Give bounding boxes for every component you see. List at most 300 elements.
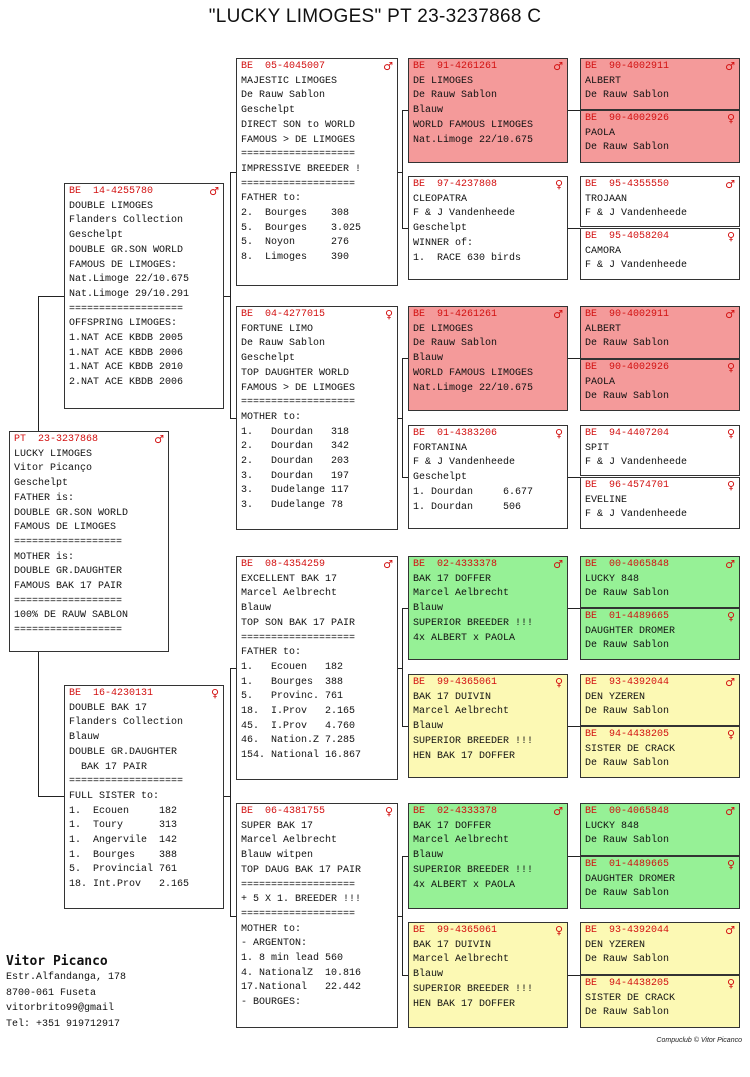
connector-line: [38, 296, 39, 431]
female-symbol-icon: ♀: [554, 178, 563, 191]
ring-number: BE 02-4333378: [413, 559, 498, 570]
pigeon-info-line: 5. Provinc. 761: [241, 691, 344, 703]
pigeon-info-line: Blauw: [241, 603, 272, 615]
pigeon-info-line: 1. Toury 313: [69, 820, 178, 832]
female-symbol-icon: ♀: [554, 924, 563, 937]
pigeon-info-line: MOTHER is:: [14, 551, 75, 563]
pigeon-info-line: 3. Dourdan 197: [241, 470, 350, 482]
connector-line: [38, 296, 64, 297]
female-symbol-icon: ♀: [726, 479, 735, 492]
pigeon-info-line: De Rauw Sablon: [585, 588, 670, 600]
male-symbol-icon: ♂: [725, 805, 735, 818]
pigeon-info-line: 4. NationalZ 10.816: [241, 967, 362, 979]
pigeon-card: [64, 183, 224, 409]
pigeon-info-line: TROJAAN: [585, 193, 628, 205]
pigeon-info-line: PAOLA: [585, 376, 616, 388]
pigeon-info-line: ===================: [241, 879, 356, 891]
pigeon-ring-header: [585, 805, 735, 820]
pigeon-ring-header: [413, 924, 563, 939]
pigeon-info-line: FATHER to:: [241, 647, 302, 659]
ring-number: BE 02-4333378: [413, 806, 498, 817]
pigeon-card: [580, 58, 740, 110]
male-symbol-icon: ♂: [154, 433, 164, 446]
pigeon-info-line: Blauw: [413, 721, 444, 733]
pigeon-ring-header: [585, 610, 735, 625]
pigeon-card: [408, 306, 568, 411]
pigeon-ring-header: [585, 60, 735, 75]
ring-number: BE 90-4002926: [585, 362, 670, 373]
connector-line: [230, 172, 231, 418]
connector-line: [402, 856, 403, 975]
pigeon-info-line: Blauw: [413, 353, 444, 365]
female-symbol-icon: ♀: [726, 361, 735, 374]
pigeon-ring-header: [585, 112, 735, 127]
pigeon-info-line: 100% DE RAUW SABLON: [14, 610, 129, 622]
pigeon-info-line: IMPRESSIVE BREEDER !: [241, 163, 362, 175]
pigeon-info-line: FAMOUS > DE LIMOGES: [241, 382, 356, 394]
pigeon-info-line: TOP DAUGHTER WORLD: [241, 367, 350, 379]
pigeon-card: [580, 425, 740, 476]
pigeon-info-line: BAK 17 DUIVIN: [413, 939, 492, 951]
pigeon-ring-header: [585, 178, 735, 193]
breeder-email: vitorbrito99@gmail: [6, 1003, 115, 1014]
pigeon-info-line: SISTER DE CRACK: [585, 992, 676, 1004]
pigeon-info-line: F & J Vandenheede: [585, 208, 688, 220]
ring-number: BE 93-4392044: [585, 925, 670, 936]
pigeon-info-line: ALBERT: [585, 75, 622, 87]
pigeon-info-line: 46. Nation.Z 7.285: [241, 735, 356, 747]
breeder-contact: [6, 953, 126, 1032]
ring-number: BE 16-4230131: [69, 688, 154, 699]
pigeon-info-line: De Rauw Sablon: [241, 90, 326, 102]
pigeon-info-line: 5. Bourges 3.025: [241, 222, 362, 234]
pigeon-ring-header: [413, 805, 563, 820]
pigeon-info-line: ==================: [14, 625, 123, 637]
pigeon-info-line: ===================: [241, 149, 356, 161]
pigeon-info-line: DAUGHTER DROMER: [585, 873, 676, 885]
pigeon-card: [580, 726, 740, 778]
pigeon-card: [580, 674, 740, 726]
pigeon-info-line: De Rauw Sablon: [413, 338, 498, 350]
pedigree-title: "LUCKY LIMOGES" PT 23-3237868 C: [208, 6, 542, 27]
pigeon-info-line: 45. I.Prov 4.760: [241, 720, 356, 732]
female-symbol-icon: ♀: [726, 230, 735, 243]
pigeon-info-line: DOUBLE GR.DAUGHTER: [69, 746, 178, 758]
pigeon-info-line: 1. Dourdan 318: [241, 426, 350, 438]
pigeon-info-line: 1. Dourdan 6.677: [413, 486, 534, 498]
pigeon-info-line: ===================: [241, 908, 356, 920]
connector-line: [402, 110, 403, 228]
pigeon-ring-header: [14, 433, 164, 448]
male-symbol-icon: ♂: [383, 60, 393, 73]
pigeon-info-line: De Rauw Sablon: [585, 142, 670, 154]
connector-line: [38, 796, 64, 797]
pigeon-info-line: DIRECT SON to WORLD: [241, 119, 356, 131]
pigeon-info-line: Vitor Picanço: [14, 463, 93, 475]
pigeon-info-line: 2. Bourges 308: [241, 208, 350, 220]
pigeon-info-line: ALBERT: [585, 323, 622, 335]
pigeon-info-line: De Rauw Sablon: [241, 338, 326, 350]
pigeon-info-line: HEN BAK 17 DOFFER: [413, 998, 516, 1010]
female-symbol-icon: ♀: [726, 112, 735, 125]
pigeon-ring-header: [241, 308, 393, 323]
pigeon-info-line: LUCKY 848: [585, 820, 640, 832]
male-symbol-icon: ♂: [725, 308, 735, 321]
pigeon-card: [580, 477, 740, 529]
pigeon-card: [408, 58, 568, 163]
pigeon-info-line: ===================: [241, 397, 356, 409]
pigeon-info-line: EXCELLENT BAK 17: [241, 573, 338, 585]
pigeon-info-line: 2. Dourdan 203: [241, 456, 350, 468]
pigeon-info-line: 5. Provincial 761: [69, 864, 178, 876]
female-symbol-icon: ♀: [210, 687, 219, 700]
breeder-phone: Tel: +351 919712917: [6, 1018, 121, 1030]
pigeon-info-line: MOTHER to:: [241, 923, 302, 935]
connector-line: [402, 358, 403, 477]
pigeon-info-line: F & J Vandenheede: [413, 457, 516, 469]
pigeon-info-line: TOP SON BAK 17 PAIR: [241, 617, 356, 629]
connector-line: [568, 608, 580, 609]
ring-number: BE 94-4407204: [585, 428, 670, 439]
female-symbol-icon: ♀: [384, 805, 393, 818]
ring-number: PT 23-3237868: [14, 434, 99, 445]
pigeon-info-line: Nat.Limoge 22/10.675: [413, 134, 534, 146]
female-symbol-icon: ♀: [384, 308, 393, 321]
pigeon-card: [236, 306, 398, 530]
pigeon-info-line: De Rauw Sablon: [413, 90, 498, 102]
pigeon-info-line: ===================: [241, 632, 356, 644]
pigeon-info-line: 5. Noyon 276: [241, 237, 350, 249]
pigeon-ring-header: [585, 728, 735, 743]
ring-number: BE 99-4365061: [413, 925, 498, 936]
pigeon-info-line: De Rauw Sablon: [585, 391, 670, 403]
pigeon-ring-header: [413, 676, 563, 691]
ring-number: BE 00-4065848: [585, 806, 670, 817]
pigeon-info-line: TOP DAUG BAK 17 PAIR: [241, 864, 362, 876]
pigeon-info-line: ==================: [14, 595, 123, 607]
pigeon-info-line: 1. Ecouen 182: [241, 661, 344, 673]
pigeon-info-line: Blauw: [413, 105, 444, 117]
female-symbol-icon: ♀: [726, 427, 735, 440]
pigeon-card: [580, 228, 740, 280]
connector-line: [568, 975, 580, 976]
pigeon-ring-header: [585, 676, 735, 691]
pigeon-info-line: 18. I.Prov 2.165: [241, 706, 356, 718]
ring-number: BE 04-4277015: [241, 309, 326, 320]
ring-number: BE 91-4261261: [413, 61, 498, 72]
pigeon-card: [408, 803, 568, 909]
pigeon-ring-header: [413, 60, 563, 75]
male-symbol-icon: ♂: [725, 60, 735, 73]
female-symbol-icon: ♀: [726, 858, 735, 871]
male-symbol-icon: ♂: [553, 805, 563, 818]
male-symbol-icon: ♂: [383, 558, 393, 571]
pigeon-info-line: De Rauw Sablon: [585, 758, 670, 770]
ring-number: BE 01-4489665: [585, 611, 670, 622]
pigeon-info-line: Geschelpt: [241, 353, 296, 365]
pigeon-info-line: DAUGHTER DROMER: [585, 625, 676, 637]
pigeon-info-line: Marcel Aelbrecht: [241, 835, 338, 847]
male-symbol-icon: ♂: [725, 924, 735, 937]
pigeon-info-line: DEN YZEREN: [585, 691, 646, 703]
pigeon-info-line: CLEOPATRA: [413, 193, 468, 205]
pigeon-info-line: 1. Dourdan 506: [413, 501, 522, 513]
pigeon-info-line: Flanders Collection: [69, 717, 184, 729]
pigeon-info-line: De Rauw Sablon: [585, 835, 670, 847]
pigeon-info-line: Geschelpt: [14, 478, 69, 490]
pigeon-info-line: 1.NAT ACE KBDB 2010: [69, 362, 184, 374]
pigeon-card: [580, 803, 740, 856]
pigeon-info-line: WINNER of:: [413, 237, 474, 249]
pigeon-info-line: FATHER is:: [14, 492, 75, 504]
pigeon-info-line: FORTUNE LIMO: [241, 323, 314, 335]
pigeon-card: [236, 556, 398, 780]
pigeon-info-line: Geschelpt: [241, 105, 296, 117]
ring-number: BE 14-4255780: [69, 186, 154, 197]
pigeon-info-line: ===================: [241, 178, 356, 190]
pigeon-info-line: 4x ALBERT x PAOLA: [413, 632, 516, 644]
pigeon-info-line: Marcel Aelbrecht: [413, 588, 510, 600]
pigeon-info-line: ===================: [69, 776, 184, 788]
pigeon-card: [236, 803, 398, 1028]
pigeon-info-line: De Rauw Sablon: [585, 90, 670, 102]
connector-line: [568, 228, 580, 229]
pigeon-info-line: 17.National 22.442: [241, 982, 362, 994]
pigeon-info-line: SUPER BAK 17: [241, 820, 314, 832]
pigeon-info-line: De Rauw Sablon: [585, 338, 670, 350]
pigeon-info-line: LUCKY 848: [585, 573, 640, 585]
pigeon-info-line: 3. Dudelange 78: [241, 500, 344, 512]
pigeon-ring-header: [241, 558, 393, 573]
pigeon-info-line: 4x ALBERT x PAOLA: [413, 879, 516, 891]
pigeon-info-line: Blauw: [413, 603, 444, 615]
pigeon-card: [9, 431, 169, 652]
pigeon-info-line: F & J Vandenheede: [585, 457, 688, 469]
ring-number: BE 93-4392044: [585, 677, 670, 688]
ring-number: BE 95-4058204: [585, 231, 670, 242]
pigeon-ring-header: [585, 858, 735, 873]
pigeon-info-line: Marcel Aelbrecht: [241, 588, 338, 600]
pigeon-info-line: DOUBLE LIMOGES: [69, 200, 154, 212]
ring-number: BE 00-4065848: [585, 559, 670, 570]
pigeon-info-line: SISTER DE CRACK: [585, 743, 676, 755]
pigeon-ring-header: [585, 924, 735, 939]
pigeon-info-line: BAK 17 DOFFER: [413, 820, 492, 832]
pigeon-info-line: DE LIMOGES: [413, 75, 474, 87]
pigeon-info-line: De Rauw Sablon: [585, 954, 670, 966]
pigeon-info-line: 2.NAT ACE KBDB 2006: [69, 377, 184, 389]
ring-number: BE 95-4355550: [585, 179, 670, 190]
male-symbol-icon: ♂: [553, 308, 563, 321]
pigeon-ring-header: [413, 427, 563, 442]
ring-number: BE 90-4002911: [585, 309, 670, 320]
pigeon-card: [408, 556, 568, 660]
pigeon-info-line: Geschelpt: [413, 472, 468, 484]
pigeon-info-line: DOUBLE GR.SON WORLD: [14, 507, 129, 519]
pigeon-info-line: F & J Vandenheede: [585, 509, 688, 521]
pigeon-card: [580, 856, 740, 909]
pigeon-info-line: + 5 X 1. BREEDER !!!: [241, 894, 362, 906]
pigeon-info-line: FAMOUS BAK 17 PAIR: [14, 581, 123, 593]
pigeon-card: [408, 425, 568, 529]
ring-number: BE 97-4237808: [413, 179, 498, 190]
pigeon-info-line: HEN BAK 17 DOFFER: [413, 750, 516, 762]
pigeon-ring-header: [413, 178, 563, 193]
pigeon-info-line: ==================: [14, 536, 123, 548]
pigeon-info-line: BAK 17 DUIVIN: [413, 691, 492, 703]
pigeon-info-line: BAK 17 DOFFER: [413, 573, 492, 585]
male-symbol-icon: ♂: [725, 178, 735, 191]
pigeon-info-line: DE LIMOGES: [413, 323, 474, 335]
pigeon-card: [408, 674, 568, 778]
pigeon-card: [580, 359, 740, 411]
connector-line: [568, 358, 580, 359]
ring-number: BE 06-4381755: [241, 806, 326, 817]
pigeon-info-line: Marcel Aelbrecht: [413, 835, 510, 847]
pigeon-info-line: 2. Dourdan 342: [241, 441, 350, 453]
pigeon-info-line: FAMOUS DE LIMOGES:: [69, 259, 178, 271]
pigeon-info-line: PAOLA: [585, 127, 616, 139]
pigeon-info-line: 1.NAT ACE KBDB 2005: [69, 333, 184, 345]
pigeon-card: [580, 176, 740, 227]
male-symbol-icon: ♂: [553, 558, 563, 571]
pigeon-card: [580, 110, 740, 163]
ring-number: BE 01-4489665: [585, 859, 670, 870]
pigeon-card: [580, 608, 740, 660]
pigeon-info-line: DEN YZEREN: [585, 939, 646, 951]
ring-number: BE 05-4045007: [241, 61, 326, 72]
pigeon-info-line: Marcel Aelbrecht: [413, 706, 510, 718]
pigeon-info-line: Nat.Limoge 22/10.675: [69, 274, 190, 286]
pigeon-info-line: DOUBLE GR.DAUGHTER: [14, 566, 123, 578]
pigeon-info-line: F & J Vandenheede: [585, 260, 688, 272]
pigeon-info-line: CAMORA: [585, 245, 622, 257]
pigeon-info-line: WORLD FAMOUS LIMOGES: [413, 119, 534, 131]
ring-number: BE 91-4261261: [413, 309, 498, 320]
pigeon-card: [408, 922, 568, 1028]
pigeon-info-line: Blauw: [413, 969, 444, 981]
connector-line: [402, 608, 403, 726]
pigeon-info-line: De Rauw Sablon: [585, 640, 670, 652]
pigeon-info-line: 1. RACE 630 birds: [413, 252, 522, 264]
pigeon-ring-header: [585, 558, 735, 573]
female-symbol-icon: ♀: [726, 977, 735, 990]
pigeon-info-line: 1. 8 min lead 560: [241, 953, 344, 965]
pigeon-info-line: Geschelpt: [69, 230, 124, 242]
pigeon-info-line: SUPERIOR BREEDER !!!: [413, 735, 534, 747]
pigeon-info-line: SPIT: [585, 442, 610, 454]
breeder-address: Estr.Alfandanga, 178: [6, 972, 127, 983]
pigeon-info-line: MAJESTIC LIMOGES: [241, 75, 338, 87]
pigeon-info-line: De Rauw Sablon: [585, 888, 670, 900]
male-symbol-icon: ♂: [209, 185, 219, 198]
pigeon-info-line: - ARGENTON:: [241, 938, 308, 950]
pigeon-info-line: 8. Limoges 390: [241, 252, 350, 264]
female-symbol-icon: ♀: [726, 610, 735, 623]
pigeon-info-line: Flanders Collection: [69, 215, 184, 227]
pigeon-info-line: SUPERIOR BREEDER !!!: [413, 983, 534, 995]
pigeon-info-line: 1. Bourges 388: [241, 676, 344, 688]
ring-number: BE 90-4002926: [585, 113, 670, 124]
ring-number: BE 90-4002911: [585, 61, 670, 72]
pigeon-ring-header: [69, 185, 219, 200]
breeder-city: 8700-061 Fuseta: [6, 987, 97, 999]
ring-number: BE 94-4438205: [585, 729, 670, 740]
pigeon-card: [408, 176, 568, 280]
pigeon-ring-header: [241, 805, 393, 820]
pigeon-ring-header: [585, 361, 735, 376]
pigeon-ring-header: [585, 977, 735, 992]
ring-number: BE 99-4365061: [413, 677, 498, 688]
pigeon-info-line: ===================: [69, 303, 184, 315]
pigeon-ring-header: [585, 308, 735, 323]
pigeon-info-line: 3. Dudelange 117: [241, 485, 350, 497]
pigeon-card: [64, 685, 224, 909]
pigeon-info-line: WORLD FAMOUS LIMOGES: [413, 367, 534, 379]
pigeon-ring-header: [241, 60, 393, 75]
pigeon-info-line: 18. Int.Prov 2.165: [69, 879, 190, 891]
footer-credit: Compuclub © Vitor Picanco: [656, 1037, 742, 1044]
pigeon-info-line: BAK 17 PAIR: [69, 761, 148, 773]
ring-number: BE 08-4354259: [241, 559, 326, 570]
pigeon-info-line: De Rauw Sablon: [585, 1007, 670, 1019]
pigeon-info-line: 1.NAT ACE KBDB 2006: [69, 347, 184, 359]
pigeon-ring-header: [585, 479, 735, 494]
pigeon-ring-header: [413, 558, 563, 573]
pigeon-info-line: Blauw: [413, 850, 444, 862]
pigeon-info-line: - BOURGES:: [241, 997, 302, 1009]
pigeon-info-line: EVELINE: [585, 494, 628, 506]
breeder-name: Vitor Picanco: [6, 954, 108, 969]
pigeon-info-line: FORTANINA: [413, 442, 468, 454]
female-symbol-icon: ♀: [726, 728, 735, 741]
pigeon-info-line: FATHER to:: [241, 193, 302, 205]
ring-number: BE 01-4383206: [413, 428, 498, 439]
pigeon-info-line: Geschelpt: [413, 223, 468, 235]
pigeon-info-line: Blauw: [69, 732, 100, 744]
pigeon-info-line: FAMOUS > DE LIMOGES: [241, 134, 356, 146]
ring-number: BE 94-4438205: [585, 978, 670, 989]
pigeon-info-line: Blauw witpen: [241, 850, 314, 862]
pigeon-info-line: 1. Bourges 388: [69, 849, 178, 861]
pigeon-info-line: LUCKY LIMOGES: [14, 448, 93, 460]
pigeon-ring-header: [585, 230, 735, 245]
pigeon-info-line: OFFSPRING LIMOGES:: [69, 318, 178, 330]
pigeon-info-line: 154. National 16.867: [241, 750, 362, 762]
pigeon-info-line: MOTHER to:: [241, 411, 302, 423]
ring-number: BE 96-4574701: [585, 480, 670, 491]
pigeon-info-line: SUPERIOR BREEDER !!!: [413, 864, 534, 876]
pigeon-info-line: Nat.Limoge 29/10.291: [69, 288, 190, 300]
pigeon-ring-header: [413, 308, 563, 323]
pigeon-info-line: DOUBLE BAK 17: [69, 702, 148, 714]
pigeon-info-line: FULL SISTER to:: [69, 790, 160, 802]
connector-line: [568, 856, 580, 857]
connector-line: [568, 726, 580, 727]
male-symbol-icon: ♂: [553, 60, 563, 73]
connector-line: [568, 477, 580, 478]
pigeon-info-line: De Rauw Sablon: [585, 706, 670, 718]
pigeon-ring-header: [585, 427, 735, 442]
pigeon-card: [580, 306, 740, 359]
pigeon-info-line: 1. Angervile 142: [69, 835, 178, 847]
pigeon-info-line: FAMOUS DE LIMOGES: [14, 522, 117, 534]
female-symbol-icon: ♀: [554, 427, 563, 440]
pigeon-card: [580, 556, 740, 608]
pigeon-info-line: DOUBLE GR.SON WORLD: [69, 244, 184, 256]
connector-line: [568, 110, 580, 111]
male-symbol-icon: ♂: [725, 558, 735, 571]
